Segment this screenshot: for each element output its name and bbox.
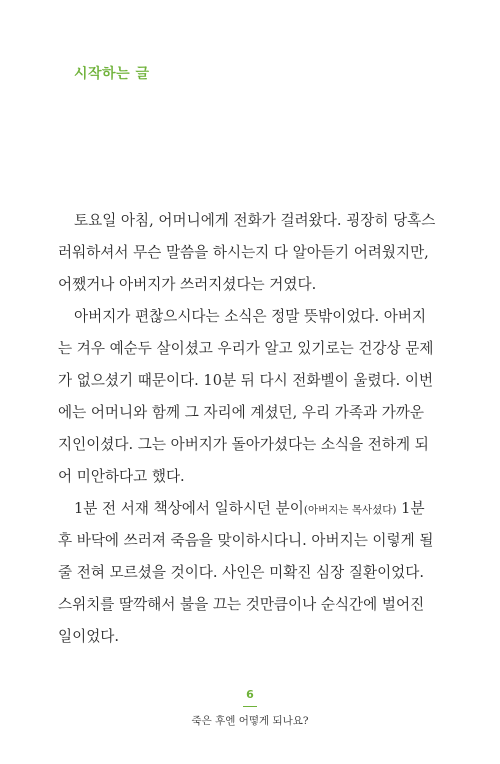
- parenthetical-note: (아버지는 목사셨다): [303, 504, 397, 516]
- paragraph-2-line-6: 어 미안하다고 했다.: [58, 468, 185, 485]
- section-title: 시작하는 글: [74, 66, 150, 82]
- paragraph-3-line-1-tail: 1분: [396, 500, 425, 517]
- paragraph-3-line-3: 줄 전혀 모르셨을 것이다. 사인은 미확진 심장 질환이었다.: [58, 564, 424, 581]
- paragraph-1-line-1: 토요일 아침, 어머니에게 전화가 걸려왔다. 굉장히 당혹스: [74, 212, 436, 229]
- paragraph-3-line-1: [58, 493, 436, 525]
- paragraph-3-line-4: 스위치를 딸깍해서 불을 끄는 것만큼이나 순식간에 벌어진: [58, 596, 425, 613]
- paragraph-2-line-4: 에는 어머니와 함께 그 자리에 계셨던, 우리 가족과 가까운: [58, 404, 424, 421]
- body-text: [58, 205, 436, 653]
- paragraph-2-line-3: 가 없으셨기 때문이다. 10분 뒤 다시 전화벨이 울렸다. 이번: [58, 372, 434, 389]
- paragraph-3-line-2: 후 바닥에 쓰러져 죽음을 맞이하시다니. 아버지는 이렇게 될: [58, 532, 434, 549]
- paragraph-3-line-5: 일이었다.: [58, 628, 120, 645]
- running-footer-title: 죽은 후엔 어떻게 되나요?: [191, 715, 309, 727]
- page-number: 6: [246, 688, 254, 701]
- paragraph-2-line-2: 는 겨우 예순두 살이셨고 우리가 알고 있기로는 건강상 문제: [58, 340, 434, 357]
- paragraph-1-line-3: 어쨌거나 아버지가 쓰러지셨다는 거였다.: [58, 276, 317, 293]
- paragraph-2-line-1: 아버지가 편찮으시다는 소식은 정말 뜻밖이었다. 아버지: [74, 308, 427, 325]
- page-number-rule: [243, 706, 257, 707]
- paragraph-3-line-1-text: 1분 전 서재 책상에서 일하시던 분이: [74, 500, 304, 517]
- paragraph-1-line-2: 러워하셔서 무슨 말씀을 하시는지 다 알아듣기 어려웠지만,: [58, 244, 429, 261]
- paragraph-2-line-5: 지인이셨다. 그는 아버지가 돌아가셨다는 소식을 전하게 되: [58, 436, 429, 453]
